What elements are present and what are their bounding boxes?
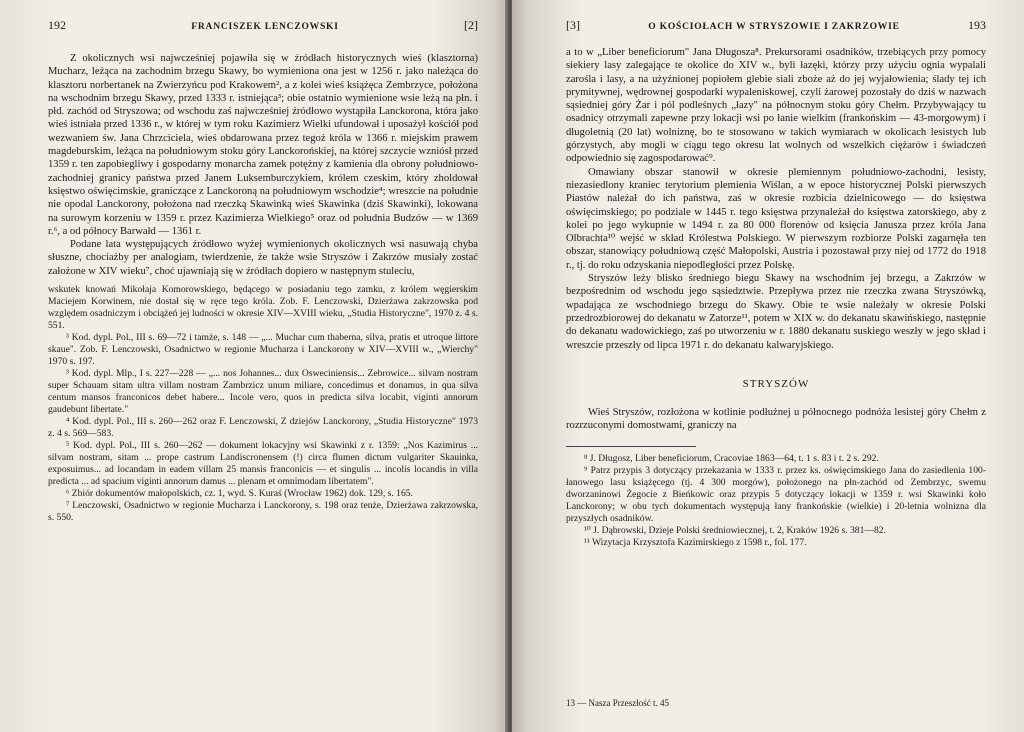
left-footnote-3b: ³ Kod. dypl. Mlp., I s. 227—228 — „... nos Johannes... dux Osweciniensis... Zebrowice... silvam nostram super Schauam sitam ultra villam nostram Zambrzicz unum miliare, concedimus et donamus, in qua silva centum mansos franconicos debet habere... Incole vero, quos in predicta silva locabit, viginti annorum gaudebunt libertate." xyxy=(48,368,478,416)
left-footnote-4: ⁴ Kod. dypl. Pol., III s. 260—262 oraz F. Lenczowski, Z dziejów Lanckorony, „Studia Historyczne" 1973 z. 4 s. 569—583. xyxy=(48,416,478,440)
left-running-title: FRANCISZEK LENCZOWSKI xyxy=(191,22,339,32)
left-footnote-5: ⁵ Kod. dypl. Pol., III s. 260—262 — dokument lokacyjny wsi Skawinki z r. 1359: „Nos Kazimirus ... silvam nostram, sitam ... prope castrum Landiscronensem (!) circa flumen dictum vulgariter Skauinka, exposuimus... ad locandam in eadem villam 25 mansis franconicis — et singulis ... incolis locandis in villa predicta ... ad spacium viginti annorum damus ... plenam et omnimodam libertatem". xyxy=(48,440,478,488)
right-footnote-9: ⁹ Patrz przypis 3 dotyczący przekazania w 1333 r. przez ks. oświęcimskiego Jana do zasiedlenia 100-łanowego lasu książęcego (tj. 4 300 morgów), położonego na płn-zachód od Zembrzyc, swemu dworzaninowi Żegocie z Bieńkowic oraz przypis 5 dotyczący lokacji w 1359 r. wsi Skawinki koło Lanckorony; w obu tych dokumentach występują łany frankońskie (wielkie) i 20-letnia wolnizna dla przyszłych osadników. xyxy=(566,465,986,525)
right-running-title: O KOŚCIOŁACH W STRYSZOWIE I ZAKRZOWIE xyxy=(648,22,900,32)
left-paragraph-1: Z okolicznych wsi najwcześniej pojawiła się w źródłach historycznych wieś (klasztorna) Mucharz, leżąca na zachodnim brzegu Skawy, bo wymieniona ona jest w 1256 r. jako należąca do klasztoru norbertanek na Zwierzyńcu pod Krakowem², a z kolei wieś książęca Zembrzyce, położona na wschodnim brzegu Skawy, przed 1333 r. istniejąca³; obie ostatnio wymienione wsie leżą na płn. i płd. zachód od Stryszowa; od wschodu zaś najwcześniej źródłowo wystąpiła Lanckorona, która jako wieś istniała przed 1336 r., w której w tym roku Kazimierz Wielki ufundował i uposażył kościół pod wezwaniem św. Jana Chrzciciela, wieś obdarowana przez tegoż króla w 1366 r. miejskim prawem magdeburskim, leżąca na południowym stoku góry Lanckorońskiej, na której szczycie wzniósł przed 1359 r. ten zapobiegliwy i gospodarny monarcha zamek potężny z kamienia dla obrony południowo-zachodniej granicy państwa przed Janem Luksemburczykiem, królem czeskim, który zholdował księstwo oświęcimskie, graniczące z Lanckoroną na południowym wschodzie⁴; wreszcie na południe nie opodal Lanckorony, położona nad rzeczką Skawinką wieś Skawinka (dziś Skawinki), lokowana na surowym korzeniu w 1359 r. przez Kazimierza Wielkiego⁵ oraz od południa Budzów — w 1369 r.⁶, a od północy Barwałd — 1361 r. xyxy=(48,53,478,237)
right-page xyxy=(512,0,1024,732)
left-page xyxy=(0,0,508,732)
left-footnote-3a: ³ Kod. dypl. Pol., III s. 69—72 i tamże, s. 148 — „... Muchar cum thaberna, silva, pratis et utroque littore skaue". Zob. F. Lenczowski, Osadnictwo w regionie Mucharza i Lanckorony w XIV—XVIII w., „Wierchy" 1970 s. 197. xyxy=(48,332,478,368)
left-running-head xyxy=(48,14,478,36)
right-footnotes xyxy=(566,453,986,549)
right-footnote-8: ⁸ J. Długosz, Liber beneficiorum, Cracoviae 1863—64, t. 1 s. 83 i t. 2 s. 292. xyxy=(584,453,879,465)
left-paragraph-2: Podane lata występujących źródłowo wyżej wymienionych okolicznych wsi nasuwają chyba słuszne, chociażby per analogiam, twierdzenie, że także wsie Stryszów i Zakrzów musiały zostać założone w XIV wieku⁷, choć ujawniają się w źródłach dopiero w następnym stuleciu, xyxy=(48,239,478,277)
right-section-text xyxy=(566,406,986,433)
left-footnote-cont: wskutek knowań Mikołaja Komorowskiego, będącego w posiadaniu tego zamku, z królem węgierskim Maciejem Korwinem, nie dostał się w ręce tego króla. Zob. F. Lenczowski, Dzierżawa zakrzowska pod względem osadniczym i obciążeń jej ludności w okresie XIV—XVIII wieku, „Studia Historyczne", 1970 z. 4 s. 551. xyxy=(48,284,478,332)
right-paragraph-3: Stryszów leży blisko średniego biegu Skawy na wschodnim jej brzegu, a Zakrzów w bezpośrednim od wschodu jego sąsiedztwie. Przepływa przez nie rzeczka zwana Stryszówką, wpadająca ze wschodniego brzegu do Skawy. Obie te wsie należały w okresie Polski przedrozbiorowej do dekanatu w Zatorze¹¹, potem w XIX w. do dekanatu skawińskiego, następnie do dekanatu wadowickiego, zaś po utworzeniu w r. 1880 dekanatu suskiego weszły w jego skład i wreszcie przeszły od lipca 1971 r. do dekanatu kalwaryjskiego. xyxy=(566,273,986,351)
right-paragraph-1: a to w „Liber beneficiorum" Jana Długosza⁸. Prekursorami osadników, trzebiących przy pomocy siekiery lasy zalegające te okolice do XIV w., byli łazęki, którzy przy użyciu ognia wypalali zarośla i lasy, a na użyźnionej popiołem glebie siali zboże aż do jej wyjałowienia; ślady tej ich prymitywnej, wędrownej gospodarki wypaleniskowej, czyli żarowej pozostały do dziś w nazwach sąsiedniej góry Żar i pól podleśnych „łazy" na północnym stoku góry Chełm. Przybywający tu osadnicy otrzymali zapewne przy lokacji wsi po łanie wielkim (frankońskim — 43-morgowym) i długoletnią (20 lat) wolniznę, bo te stosowano w takich wymiarach w okolicach lesistych lub górzystych, aby mogli w ciągu tego okresu lat wolnych od wszelkich ciężarów i świadczeń odpowiednio się zagospodarować⁹. xyxy=(566,47,986,165)
right-page-number: 193 xyxy=(968,18,986,32)
right-footnote-separator xyxy=(566,446,696,447)
left-section-number: [2] xyxy=(463,18,478,32)
left-footnotes xyxy=(48,284,478,524)
left-footnote-7: ⁷ Lenczowski, Osadnictwo w regionie Mucharza i Lanckorony, s. 198 oraz tenże, Dzierżawa zakrzowska, s. 550. xyxy=(48,500,478,524)
left-page-number: 192 xyxy=(48,18,66,32)
left-footnote-6: ⁶ Zbiór dokumentów małopolskich, cz. 1, wyd. S. Kuraś (Wrocław 1962) dok. 129, s. 165. xyxy=(66,488,413,500)
right-section-number: [3] xyxy=(566,18,580,32)
left-body-text xyxy=(48,52,478,278)
printer-signature: 13 — Nasza Przeszłość t. 45 xyxy=(566,698,669,708)
right-footnote-10: ¹⁰ J. Dąbrowski, Dzieje Polski średniowiecznej, t. 2, Kraków 1926 s. 381—82. xyxy=(584,525,886,537)
right-paragraph-2: Omawiany obszar stanowił w okresie plemiennym południowo-zachodni, lesisty, niezasiedlony kraniec terytorium plemienia Wiślan, a w epoce historycznej Polski pierwszych Piastów należał do ich państwa, zaś w okresie rozbicia dzielnicowego — do księstwa oświęcimskiego; po podziale w 1445 r. tego księstwa przynależał do księstwa zatorskiego, aby z kolei po jego wykupnie w 1494 r. za 80 000 florenów od księcia Janusza przez króla Jana Olbrachta¹⁰ wejść w skład Królestwa Polskiego. W pierwszym rozbiorze Polski zagarnęła ten obszar, stanowiący południową część Małopolski, Austria i pozostawał przy niej od 1772 do 1918 r., tj. do roku odzyskania niepodległości przez Polskę. xyxy=(566,166,986,271)
right-running-head xyxy=(566,14,986,36)
right-section-paragraph: Wieś Stryszów, rozłożona w kotlinie podłużnej u północnego podnóża lesistej góry Chełm z rozrzuconymi domostwami, graniczy na xyxy=(566,406,986,432)
right-body-text xyxy=(566,46,986,352)
right-footnote-11: ¹¹ Wizytacja Krzysztofa Kazimirskiego z 1598 r., fol. 177. xyxy=(584,537,807,549)
section-heading-stryszow: STRYSZÓW xyxy=(742,377,810,390)
